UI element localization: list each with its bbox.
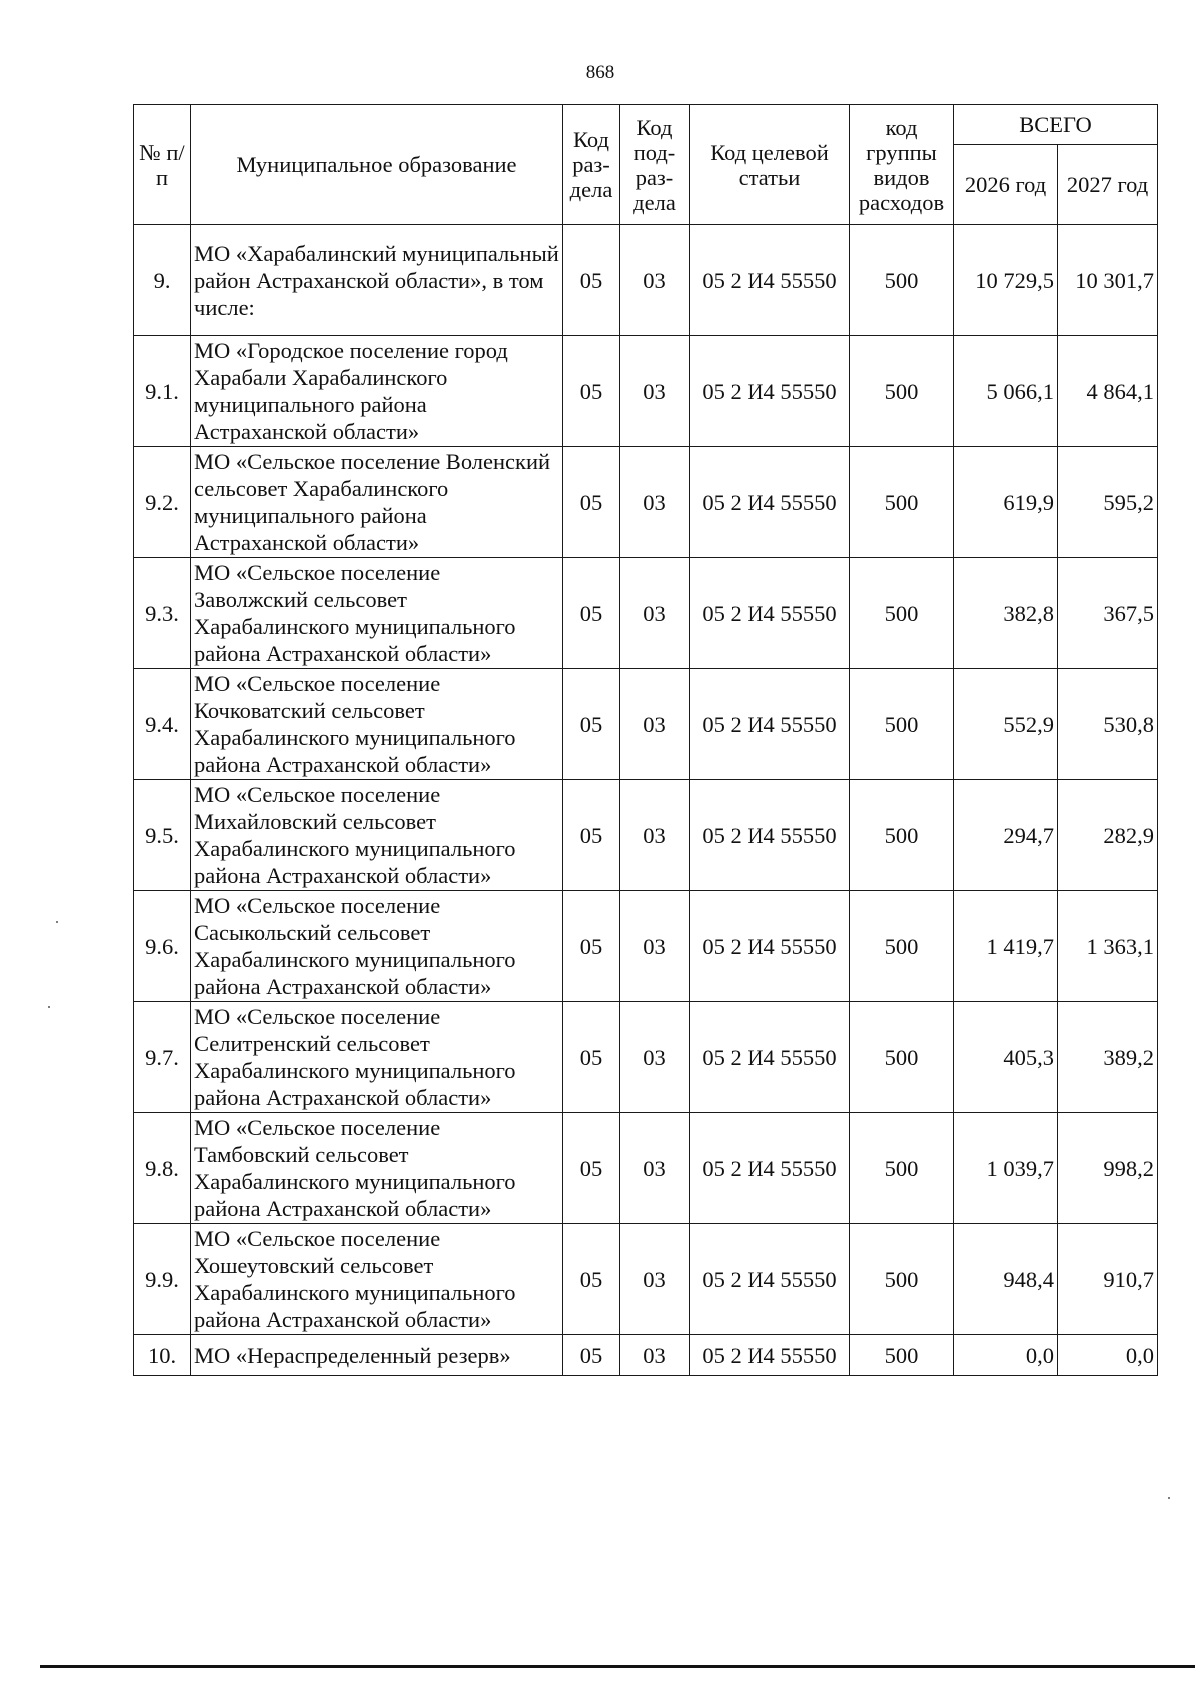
table-row (134, 225, 1158, 336)
expense-group-code: 500 (850, 225, 954, 336)
amount-2027: 4 864,1 (1058, 336, 1158, 447)
section-code: 05 (563, 558, 620, 669)
expense-group-code: 500 (850, 1113, 954, 1224)
header-expense-group-code: код группы видов расходов (850, 105, 954, 225)
scan-speck (56, 921, 58, 923)
expense-group-code: 500 (850, 447, 954, 558)
amount-2026: 1 039,7 (954, 1113, 1058, 1224)
municipality-name: МО «Харабалинский муниципальный район Астраханской области», в том числе: (191, 225, 563, 336)
header-municipality: Муниципальное образование (191, 105, 563, 225)
subsection-code: 03 (620, 1002, 690, 1113)
target-code: 05 2 И4 55550 (690, 447, 850, 558)
section-code: 05 (563, 225, 620, 336)
target-code: 05 2 И4 55550 (690, 558, 850, 669)
header-total: ВСЕГО (954, 105, 1158, 145)
section-code: 05 (563, 336, 620, 447)
target-code: 05 2 И4 55550 (690, 780, 850, 891)
expense-group-code: 500 (850, 558, 954, 669)
amount-2026: 405,3 (954, 1002, 1058, 1113)
amount-2026: 0,0 (954, 1335, 1058, 1376)
row-number: 9.9. (134, 1224, 191, 1335)
municipality-name: МО «Сельское поселение Селитренский сельсовет Харабалинского муниципального района Астраханской области» (191, 1002, 563, 1113)
amount-2027: 389,2 (1058, 1002, 1158, 1113)
amount-2027: 910,7 (1058, 1224, 1158, 1335)
municipality-name: МО «Нераспределенный резерв» (191, 1335, 563, 1376)
municipality-name: МО «Сельское поселение Кочковатский сельсовет Харабалинского муниципального района Астраханской области» (191, 669, 563, 780)
expense-group-code: 500 (850, 1002, 954, 1113)
table-row (134, 669, 1158, 780)
target-code: 05 2 И4 55550 (690, 1335, 850, 1376)
amount-2027: 10 301,7 (1058, 225, 1158, 336)
section-code: 05 (563, 1113, 620, 1224)
subsection-code: 03 (620, 1335, 690, 1376)
amount-2026: 294,7 (954, 780, 1058, 891)
amount-2026: 619,9 (954, 447, 1058, 558)
section-code: 05 (563, 1002, 620, 1113)
target-code: 05 2 И4 55550 (690, 1113, 850, 1224)
amount-2027: 0,0 (1058, 1335, 1158, 1376)
municipality-name: МО «Сельское поселение Хошеутовский сельсовет Харабалинского муниципального района Астраханской области» (191, 1224, 563, 1335)
amount-2027: 367,5 (1058, 558, 1158, 669)
subsection-code: 03 (620, 1224, 690, 1335)
expense-group-code: 500 (850, 336, 954, 447)
subsection-code: 03 (620, 1113, 690, 1224)
subsection-code: 03 (620, 780, 690, 891)
section-code: 05 (563, 669, 620, 780)
row-number: 9. (134, 225, 191, 336)
table-row (134, 891, 1158, 1002)
municipality-name: МО «Городское поселение город Харабали Харабалинского муниципального района Астраханской области» (191, 336, 563, 447)
header-num: № п/п (134, 105, 191, 225)
header-year-2027: 2027 год (1058, 145, 1158, 225)
row-number: 9.4. (134, 669, 191, 780)
subsection-code: 03 (620, 669, 690, 780)
subsection-code: 03 (620, 891, 690, 1002)
amount-2027: 282,9 (1058, 780, 1158, 891)
target-code: 05 2 И4 55550 (690, 669, 850, 780)
amount-2026: 552,9 (954, 669, 1058, 780)
municipality-name: МО «Сельское поселение Воленский сельсовет Харабалинского муниципального района Астраханской области» (191, 447, 563, 558)
amount-2027: 1 363,1 (1058, 891, 1158, 1002)
amount-2026: 382,8 (954, 558, 1058, 669)
municipality-name: МО «Сельское поселение Тамбовский сельсовет Харабалинского муниципального района Астраханской области» (191, 1113, 563, 1224)
row-number: 10. (134, 1335, 191, 1376)
target-code: 05 2 И4 55550 (690, 336, 850, 447)
section-code: 05 (563, 1335, 620, 1376)
section-code: 05 (563, 780, 620, 891)
municipality-name: МО «Сельское поселение Сасыкольский сельсовет Харабалинского муниципального района Астраханской области» (191, 891, 563, 1002)
table-row (134, 1002, 1158, 1113)
row-number: 9.8. (134, 1113, 191, 1224)
section-code: 05 (563, 447, 620, 558)
amount-2026: 948,4 (954, 1224, 1058, 1335)
target-code: 05 2 И4 55550 (690, 891, 850, 1002)
row-number: 9.7. (134, 1002, 191, 1113)
expense-group-code: 500 (850, 891, 954, 1002)
page-number: 868 (585, 62, 615, 83)
target-code: 05 2 И4 55550 (690, 1002, 850, 1113)
table-row (134, 780, 1158, 891)
row-number: 9.6. (134, 891, 191, 1002)
scan-speck (1168, 1497, 1170, 1499)
row-number: 9.3. (134, 558, 191, 669)
subsection-code: 03 (620, 558, 690, 669)
table-row (134, 1113, 1158, 1224)
section-code: 05 (563, 1224, 620, 1335)
municipality-name: МО «Сельское поселение Михайловский сельсовет Харабалинского муниципального района Астраханской области» (191, 780, 563, 891)
row-number: 9.2. (134, 447, 191, 558)
amount-2026: 5 066,1 (954, 336, 1058, 447)
target-code: 05 2 И4 55550 (690, 225, 850, 336)
row-number: 9.5. (134, 780, 191, 891)
header-target-code: Код целевой статьи (690, 105, 850, 225)
subsection-code: 03 (620, 336, 690, 447)
budget-table (133, 104, 1158, 1376)
expense-group-code: 500 (850, 1224, 954, 1335)
header-year-2026: 2026 год (954, 145, 1058, 225)
amount-2026: 1 419,7 (954, 891, 1058, 1002)
row-number: 9.1. (134, 336, 191, 447)
amount-2026: 10 729,5 (954, 225, 1058, 336)
target-code: 05 2 И4 55550 (690, 1224, 850, 1335)
expense-group-code: 500 (850, 1335, 954, 1376)
table-row (134, 447, 1158, 558)
table-row (134, 558, 1158, 669)
header-section-code: Код раз- дела (563, 105, 620, 225)
footer-rule (40, 1665, 1195, 1668)
expense-group-code: 500 (850, 669, 954, 780)
expense-group-code: 500 (850, 780, 954, 891)
subsection-code: 03 (620, 447, 690, 558)
amount-2027: 595,2 (1058, 447, 1158, 558)
subsection-code: 03 (620, 225, 690, 336)
table-row (134, 1224, 1158, 1335)
section-code: 05 (563, 891, 620, 1002)
table-body (134, 225, 1158, 1376)
municipality-name: МО «Сельское поселение Заволжский сельсовет Харабалинского муниципального района Астраханской области» (191, 558, 563, 669)
table-row (134, 1335, 1158, 1376)
scan-speck (48, 1006, 50, 1008)
amount-2027: 530,8 (1058, 669, 1158, 780)
table-row (134, 336, 1158, 447)
amount-2027: 998,2 (1058, 1113, 1158, 1224)
header-subsection-code: Код под- раз- дела (620, 105, 690, 225)
